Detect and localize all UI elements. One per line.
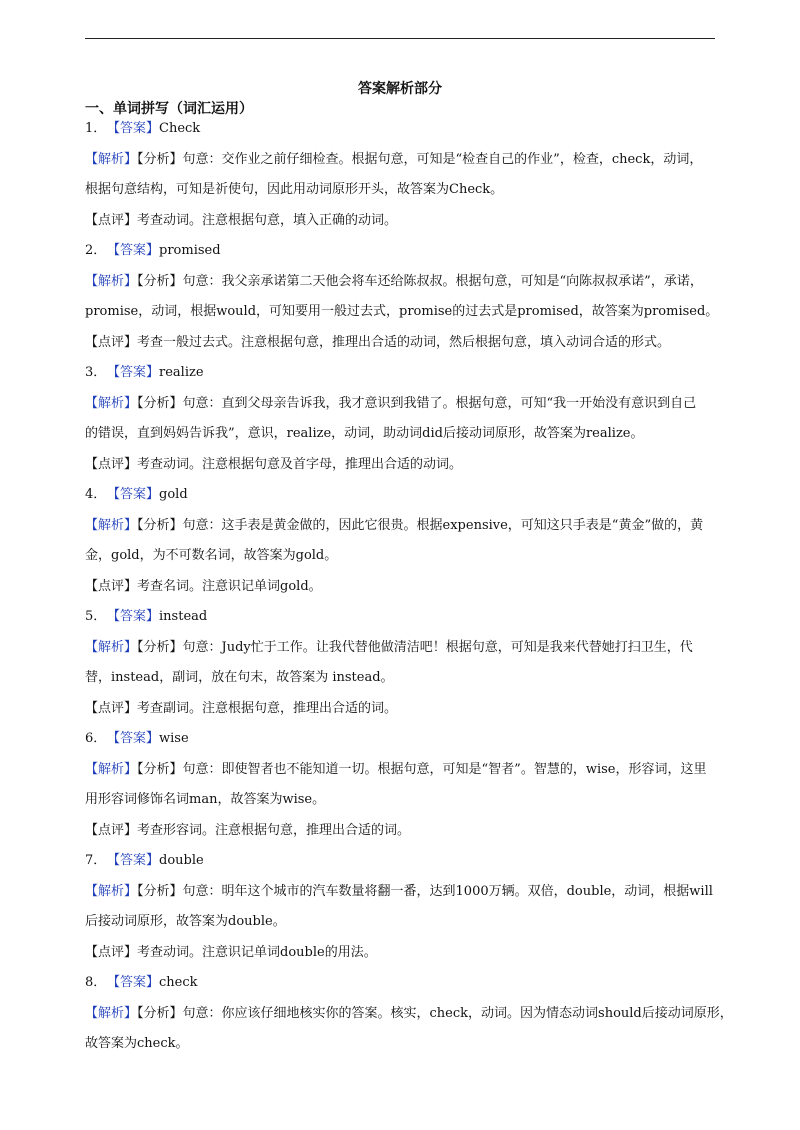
analysis-line bbox=[85, 638, 725, 669]
analysis-line bbox=[85, 180, 725, 211]
answer-tag: 【答案】 bbox=[107, 365, 160, 380]
answer-item bbox=[85, 729, 725, 851]
answer-line bbox=[85, 973, 725, 1004]
answer-item bbox=[85, 851, 725, 973]
analysis-tag: 【解析】 bbox=[85, 151, 138, 167]
analysis-tag: 【解析】 bbox=[85, 273, 138, 289]
answer-value: realize bbox=[159, 365, 204, 380]
answer-value: Check bbox=[159, 121, 201, 136]
analysis-text: 后接动词原形，故答案为double。 bbox=[85, 914, 286, 929]
comment-tag: 【点评】 bbox=[85, 334, 138, 350]
analysis-text: 句意：你应该仔细地核实你的答案。核实，check，动词。因为情态动词should后接动词原形， bbox=[182, 1005, 733, 1021]
analysis-text: 句意：直到父母亲告诉我，我才意识到我错了。根据句意，可知“我一开始没有意识到自己 bbox=[182, 395, 697, 411]
fenxi-tag: 【分析】 bbox=[137, 273, 183, 289]
comment-text: 考查名词。注意识记单词gold。 bbox=[137, 578, 322, 594]
answer-tag: 【答案】 bbox=[107, 121, 160, 136]
analysis-text: 故答案为check。 bbox=[85, 1036, 189, 1051]
analysis-text: 的错误，直到妈妈告诉我”，意识，realize，动词，助动词did后接动词原形，故答案为realize。 bbox=[85, 426, 644, 441]
analysis-line bbox=[85, 668, 725, 699]
analysis-tag: 【解析】 bbox=[85, 395, 138, 411]
analysis-line bbox=[85, 760, 725, 791]
analysis-text: 用形容词修饰名词man，故答案为wise。 bbox=[85, 792, 326, 807]
analysis-text: 句意：我父亲承诺第二天他会将车还给陈叔叔。根据句意，可知是“向陈叔叔承诺”，承诺， bbox=[182, 273, 703, 289]
answer-line bbox=[85, 729, 725, 760]
answer-item bbox=[85, 363, 725, 485]
answer-value: wise bbox=[159, 731, 189, 746]
comment-tag: 【点评】 bbox=[85, 578, 138, 594]
answer-value: double bbox=[159, 853, 204, 868]
analysis-line bbox=[85, 272, 725, 303]
answer-item bbox=[85, 119, 725, 241]
comment-text: 考查动词。注意根据句意及首字母，推理出合适的动词。 bbox=[137, 456, 463, 472]
comment-tag: 【点评】 bbox=[85, 822, 138, 838]
comment-text: 考查形容词。注意根据句意，推理出合适的词。 bbox=[137, 822, 411, 838]
analysis-line bbox=[85, 882, 725, 913]
comment-line bbox=[85, 455, 725, 486]
item-number: 7． bbox=[85, 853, 107, 868]
answer-value: check bbox=[159, 975, 198, 990]
comment-tag: 【点评】 bbox=[85, 700, 138, 716]
analysis-line bbox=[85, 516, 725, 547]
item-number: 4． bbox=[85, 487, 107, 502]
item-number: 6． bbox=[85, 731, 107, 746]
comment-tag: 【点评】 bbox=[85, 944, 138, 960]
analysis-tag: 【解析】 bbox=[85, 1005, 138, 1021]
answer-tag: 【答案】 bbox=[107, 853, 160, 868]
item-number: 1． bbox=[85, 121, 107, 136]
comment-line bbox=[85, 333, 725, 364]
analysis-line bbox=[85, 912, 725, 943]
analysis-text: 句意：明年这个城市的汽车数量将翻一番，达到1000万辆。双倍，double，动词，根据will bbox=[182, 883, 713, 899]
analysis-line bbox=[85, 302, 725, 333]
answer-item bbox=[85, 485, 725, 607]
item-number: 3． bbox=[85, 365, 107, 380]
answer-line bbox=[85, 241, 725, 272]
analysis-text: 句意：即使智者也不能知道一切。根据句意，可知是“智者”。智慧的，wise，形容词，这里 bbox=[182, 761, 707, 777]
answer-tag: 【答案】 bbox=[107, 243, 160, 258]
answer-line bbox=[85, 607, 725, 638]
analysis-tag: 【解析】 bbox=[85, 761, 138, 777]
answer-value: promised bbox=[159, 243, 221, 258]
analysis-text: 句意：交作业之前仔细检查。根据句意，可知是“检查自己的作业”，检查，check，动词， bbox=[182, 151, 703, 167]
item-number: 8． bbox=[85, 975, 107, 990]
comment-text: 考查动词。注意根据句意，填入正确的动词。 bbox=[137, 212, 398, 228]
fenxi-tag: 【分析】 bbox=[137, 395, 183, 411]
item-number: 5． bbox=[85, 609, 107, 624]
comment-tag: 【点评】 bbox=[85, 456, 138, 472]
analysis-line bbox=[85, 394, 725, 425]
analysis-line bbox=[85, 424, 725, 455]
comment-text: 考查副词。注意根据句意，推理出合适的词。 bbox=[137, 700, 398, 716]
answer-item bbox=[85, 241, 725, 363]
comment-text: 考查一般过去式。注意根据句意，推理出合适的动词，然后根据句意，填入动词合适的形式。 bbox=[137, 334, 671, 350]
answer-value: gold bbox=[159, 487, 188, 502]
answer-line bbox=[85, 485, 725, 516]
page-title: 答案解析部分 bbox=[358, 81, 442, 97]
analysis-text: 根据句意结构，可知是祈使句，因此用动词原形开头，故答案为Check。 bbox=[85, 182, 504, 197]
comment-line bbox=[85, 577, 725, 608]
answer-item bbox=[85, 973, 733, 1065]
analysis-text: 替，instead，副词，放在句末，故答案为 instead。 bbox=[85, 670, 394, 685]
answer-line bbox=[85, 851, 725, 882]
comment-line bbox=[85, 943, 725, 974]
fenxi-tag: 【分析】 bbox=[137, 151, 183, 167]
analysis-text: 句意：这手表是黄金做的，因此它很贵。根据expensive，可知这只手表是“黄金”做的，黄 bbox=[182, 517, 704, 533]
comment-line bbox=[85, 211, 725, 242]
answer-tag: 【答案】 bbox=[107, 487, 160, 502]
header-rule bbox=[85, 38, 715, 39]
comment-text: 考查动词。注意识记单词double的用法。 bbox=[137, 944, 377, 960]
answer-tag: 【答案】 bbox=[107, 731, 160, 746]
analysis-tag: 【解析】 bbox=[85, 639, 138, 655]
analysis-tag: 【解析】 bbox=[85, 883, 138, 899]
fenxi-tag: 【分析】 bbox=[137, 639, 183, 655]
section-heading: 一、单词拼写（词汇运用） bbox=[85, 101, 253, 117]
answer-line bbox=[85, 363, 725, 394]
analysis-line bbox=[85, 546, 725, 577]
answer-line bbox=[85, 119, 725, 150]
analysis-text: 句意：Judy忙于工作。让我代替他做清洁吧！根据句意，可知是我来代替她打扫卫生，代 bbox=[182, 639, 693, 655]
fenxi-tag: 【分析】 bbox=[137, 761, 183, 777]
analysis-line bbox=[85, 790, 725, 821]
analysis-line bbox=[85, 150, 725, 181]
analysis-line bbox=[85, 1034, 725, 1065]
analysis-tag: 【解析】 bbox=[85, 517, 138, 533]
analysis-text: 金，gold，为不可数名词，故答案为gold。 bbox=[85, 548, 338, 563]
analysis-line bbox=[85, 1004, 733, 1035]
fenxi-tag: 【分析】 bbox=[137, 1005, 183, 1021]
answer-list bbox=[85, 119, 733, 1065]
fenxi-tag: 【分析】 bbox=[137, 883, 183, 899]
fenxi-tag: 【分析】 bbox=[137, 517, 183, 533]
item-number: 2． bbox=[85, 243, 107, 258]
comment-line bbox=[85, 699, 725, 730]
analysis-text: promise，动词，根据would，可知要用一般过去式，promise的过去式是promised，故答案为promised。 bbox=[85, 304, 719, 319]
comment-tag: 【点评】 bbox=[85, 212, 138, 228]
answer-value: instead bbox=[159, 609, 208, 624]
answer-item bbox=[85, 607, 725, 729]
answer-tag: 【答案】 bbox=[107, 609, 160, 624]
comment-line bbox=[85, 821, 725, 852]
answer-tag: 【答案】 bbox=[107, 975, 160, 990]
